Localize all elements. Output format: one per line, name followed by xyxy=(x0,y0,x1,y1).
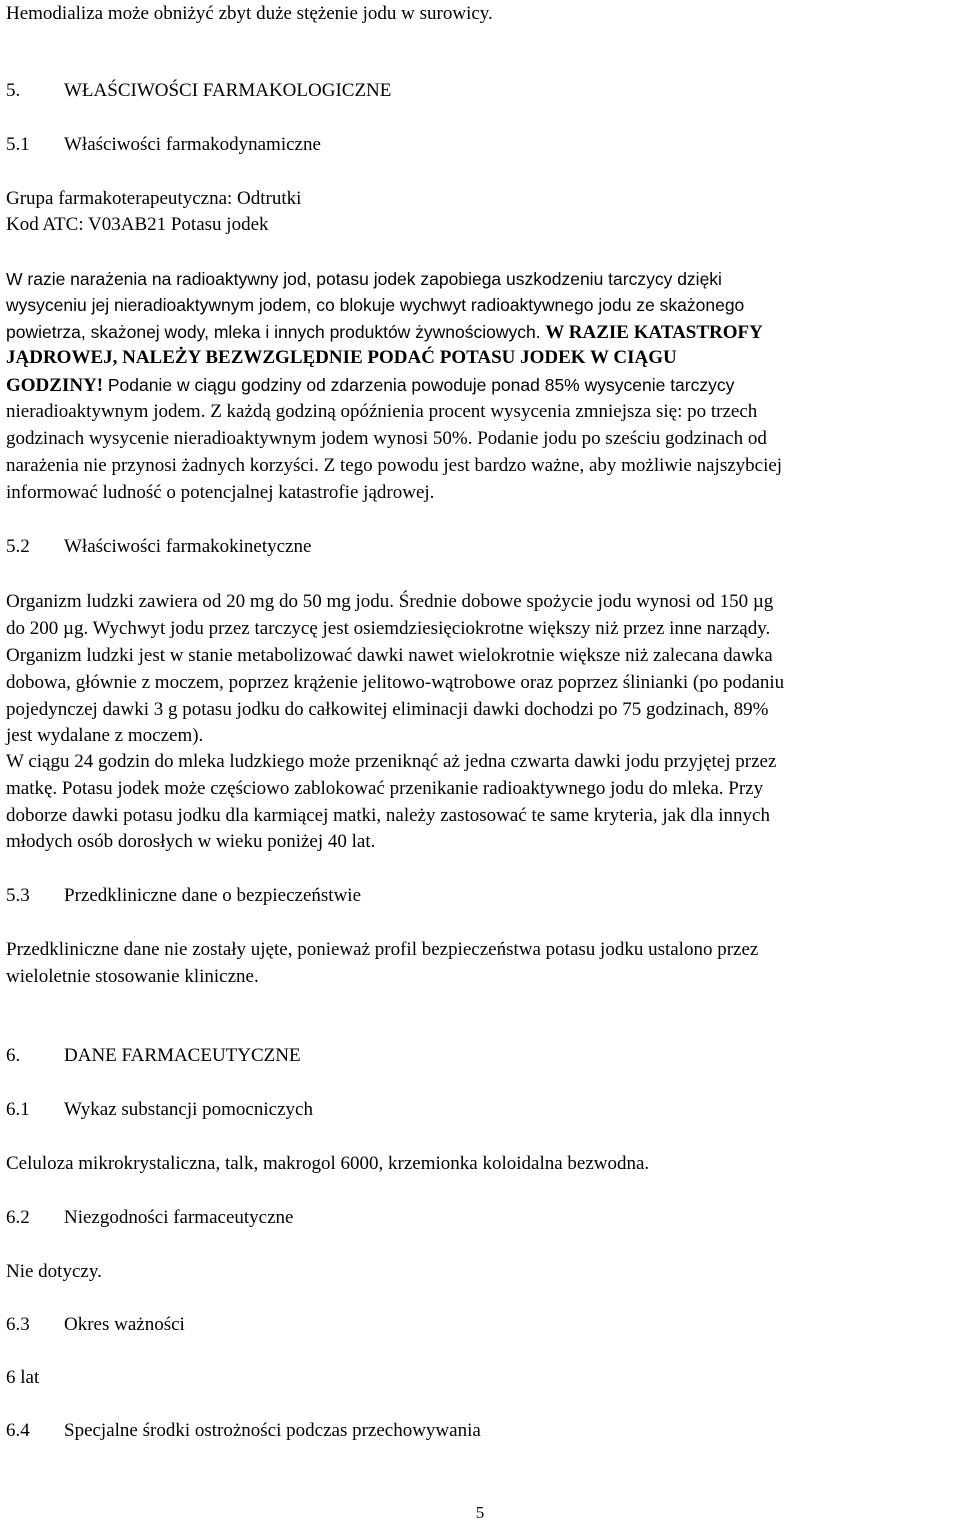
section-6-2-number: 6.2 xyxy=(6,1207,30,1228)
excipients-text: Celuloza mikrokrystaliczna, talk, makrogol 6000, krzemionka koloidalna bezwodna. xyxy=(6,1153,650,1174)
pk-line-2: do 200 µg. Wychwyt jodu przez tarczycę jest osiemdziesięciokrotne większy niż przez inne narządy. xyxy=(6,618,771,639)
pk-line-5: pojedynczej dawki 3 g potasu jodku do całkowitej eliminacji dawki dochodzi po 75 godzinach, 89% xyxy=(6,699,769,720)
section-5-1-number: 5.1 xyxy=(6,134,30,155)
pk-line-1: Organizm ludzki zawiera od 20 mg do 50 mg jodu. Średnie dobowe spożycie jodu wynosi od 150 µg xyxy=(6,591,774,612)
section-6-2-title: Niezgodności farmaceutyczne xyxy=(64,1207,294,1228)
intro-line: Hemodializa może obniżyć zbyt duże stężenie jodu w surowicy. xyxy=(6,3,493,24)
section-6-heading xyxy=(6,1043,301,1069)
pd-line-9: informować ludność o potencjalnej katastrofie jądrowej. xyxy=(6,482,435,503)
warning-text-3: GODZINY! xyxy=(6,375,104,396)
pk-line-8: matkę. Potasu jodek może częściowo zablokować przenikanie radioaktywnego jodu do mleka. Przy xyxy=(6,778,764,799)
shelf-life-text: 6 lat xyxy=(6,1367,40,1388)
section-5-2-number: 5.2 xyxy=(6,536,30,557)
pd-line-2: wysyceniu jej nieradioaktywnym jodem, co blokuje wychwyt radioaktywnego jodu ze skażonego xyxy=(6,295,745,315)
section-6-4-title: Specjalne środki ostrożności podczas przechowywania xyxy=(64,1420,481,1441)
warning-text-1: W RAZIE KATASTROFY xyxy=(545,322,763,343)
pk-line-9: doborze dawki potasu jodku dla karmiącej matki, należy zastosować te same kryteria, jak dla innych xyxy=(6,805,770,826)
incompatibilities-text: Nie dotyczy. xyxy=(6,1261,102,1282)
pd-line-5-text: Podanie w ciągu godziny od zdarzenia powoduje ponad 85% wysycenie tarczycy xyxy=(107,375,735,395)
pk-line-6: jest wydalane z moczem). xyxy=(6,725,204,746)
section-6-4-number: 6.4 xyxy=(6,1420,30,1441)
section-5-2-heading xyxy=(6,534,311,560)
section-5-3-heading xyxy=(6,883,361,909)
atc-code: Kod ATC: V03AB21 Potasu jodek xyxy=(6,214,269,235)
section-5-1-heading xyxy=(6,132,321,158)
pk-line-7: W ciągu 24 godzin do mleka ludzkiego może przeniknąć aż jedna czwarta dawki jodu przyjętej przez xyxy=(6,751,777,772)
pk-line-4: dobowa, głównie z moczem, poprzez krążenie jelitowo-wątrobowe oraz poprzez ślinianki (po podaniu xyxy=(6,672,785,693)
pharmacotherapeutic-group: Grupa farmakoterapeutyczna: Odtrutki xyxy=(6,188,302,209)
pd-line-7: godzinach wysycenie nieradioaktywnym jodem wynosi 50%. Podanie jodu po sześciu godzinach od xyxy=(6,428,767,449)
section-5-title: WŁAŚCIWOŚCI FARMAKOLOGICZNE xyxy=(64,80,392,101)
pd-line-3-text: powietrza, skażonej wody, mleka i innych produktów żywnościowych. xyxy=(6,322,541,342)
warning-text-2: JĄDROWEJ, NALEŻY BEZWZGLĘDNIE PODAĆ POTASU JODEK W CIĄGU xyxy=(6,347,677,368)
section-5-3-number: 5.3 xyxy=(6,885,30,906)
section-6-1-heading xyxy=(6,1097,313,1123)
section-6-1-number: 6.1 xyxy=(6,1099,30,1120)
section-6-title: DANE FARMACEUTYCZNE xyxy=(64,1045,301,1066)
pd-line-1: W razie narażenia na radioaktywny jod, potasu jodek zapobiega uszkodzeniu tarczycy dzięki xyxy=(6,269,722,289)
section-5-heading xyxy=(6,78,391,104)
section-6-3-heading xyxy=(6,1312,185,1338)
section-5-1-title: Właściwości farmakodynamiczne xyxy=(64,134,321,155)
section-6-1-title: Wykaz substancji pomocniczych xyxy=(64,1099,313,1120)
pd-line-5 xyxy=(6,372,734,399)
section-6-4-heading xyxy=(6,1418,481,1444)
preclinical-line-1: Przedkliniczne dane nie zostały ujęte, ponieważ profil bezpieczeństwa potasu jodku ustalono przez xyxy=(6,939,759,960)
section-5-number: 5. xyxy=(6,80,21,101)
section-6-3-number: 6.3 xyxy=(6,1314,30,1335)
preclinical-line-2: wieloletnie stosowanie kliniczne. xyxy=(6,966,259,987)
section-6-2-heading xyxy=(6,1205,293,1231)
section-5-2-title: Właściwości farmakokinetyczne xyxy=(64,536,312,557)
pd-line-8: narażenia nie przynosi żadnych korzyści. Z tego powodu jest bardzo ważne, aby możliwie najszybciej xyxy=(6,455,783,476)
page-number: 5 xyxy=(475,1503,485,1522)
pd-line-6: nieradioaktywnym jodem. Z każdą godziną opóźnienia procent wysycenia zmniejsza się: po trzech xyxy=(6,401,758,422)
pk-line-10: młodych osób dorosłych w wieku poniżej 40 lat. xyxy=(6,831,376,852)
section-5-3-title: Przedkliniczne dane o bezpieczeństwie xyxy=(64,885,361,906)
section-6-3-title: Okres ważności xyxy=(64,1314,185,1335)
pd-line-3 xyxy=(6,319,763,346)
section-6-number: 6. xyxy=(6,1045,21,1066)
pk-line-3: Organizm ludzki jest w stanie metabolizować dawki nawet wielokrotnie większe niż zalecana dawka xyxy=(6,645,773,666)
